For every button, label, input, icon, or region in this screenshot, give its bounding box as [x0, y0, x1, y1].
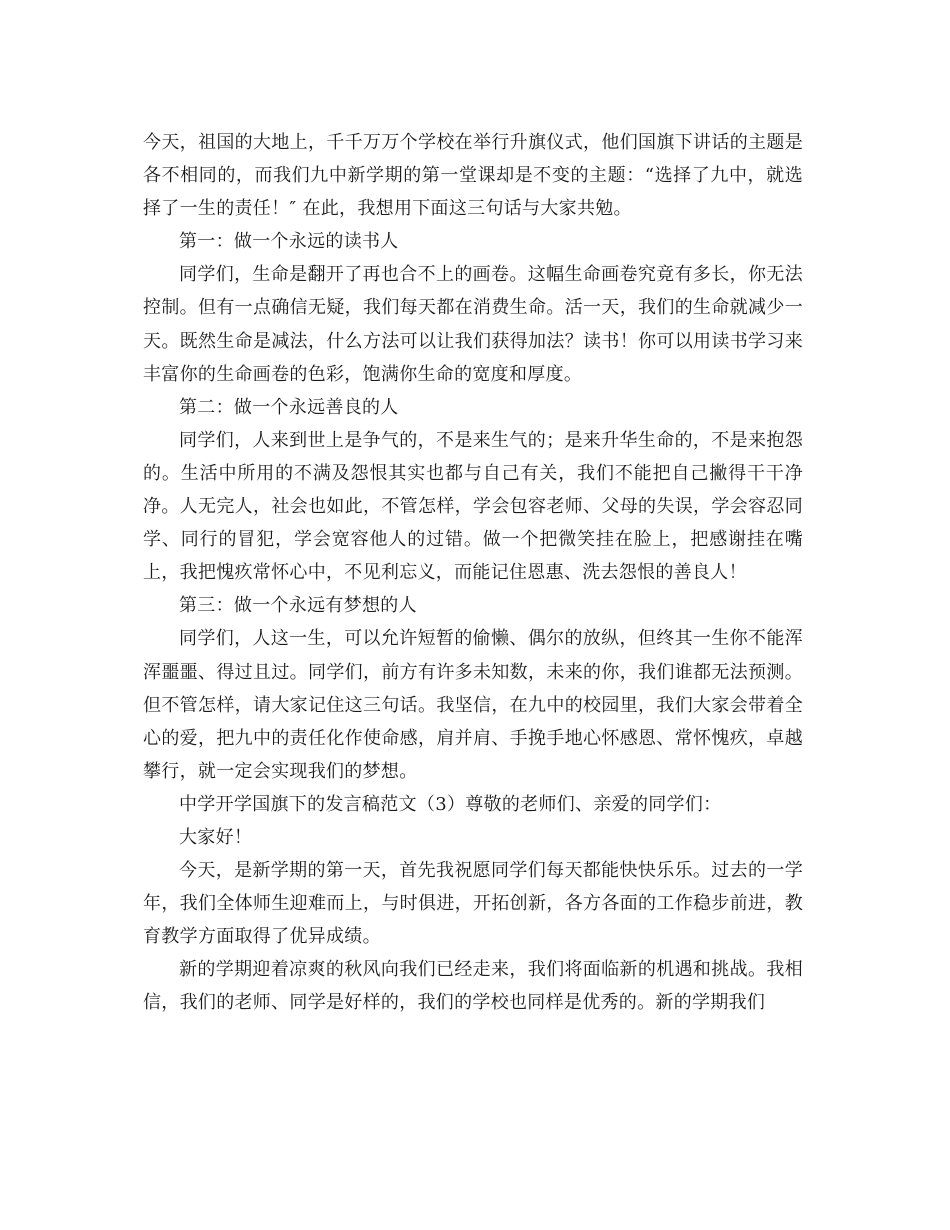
paragraph-intro: 今天，祖国的大地上，千千万万个学校在举行升旗仪式，他们国旗下讲话的主题是各不相同的，而我们九中新学期的第一堂课却是不变的主题：“选择了九中，就选择了一生的责任！″ 在此，我想用下面这三句话与大家共勉。	[143, 132, 803, 220]
document-body	[143, 126, 803, 1020]
section-heading-second: 第二：做一个永远善良的人	[179, 396, 399, 418]
paragraph-kindness: 同学们，人来到世上是争气的，不是来生气的；是来升华生命的，不是来抱怨的。生活中所用的不满及怨恨其实也都与自己有关，我们不能把自己撇得干干净净。人无完人，社会也如此，不管怎样，学会包容老师、父母的失误，学会容忍同学、同行的冒犯，学会宽容他人的过错。做一个把微笑挂在脸上，把感谢挂在嘴上，我把愧疚常怀心中，不见利忘义，而能记住恩惠、洗去怨恨的善良人！	[143, 429, 803, 584]
speech-title-3: 中学开学国旗下的发言稿范文（3）尊敬的老师们、亲爱的同学们：	[179, 793, 722, 815]
section-heading-first: 第一：做一个永远的读书人	[179, 231, 399, 253]
paragraph-dream: 同学们，人这一生，可以允许短暂的偷懒、偶尔的放纵，但终其一生你不能浑浑噩噩、得过且过。同学们，前方有许多未知数，未来的你，我们谁都无法预测。但不管怎样，请大家记住这三句话。我坚信，在九中的校园里，我们大家会带着全心的爱，把九中的责任化作使命感，肩并肩、手挽手地心怀感恩、常怀愧疚，卓越攀行，就一定会实现我们的梦想。	[143, 628, 803, 782]
paragraph-reading: 同学们，生命是翻开了再也合不上的画卷。这幅生命画卷究竟有多长，你无法控制。但有一点确信无疑，我们每天都在消费生命。活一天，我们的生命就减少一天。既然生命是减法，什么方法可以让我们获得加法？读书！你可以用读书学习来丰富你的生命画卷的色彩，饱满你生命的宽度和厚度。	[143, 264, 803, 385]
section-heading-third: 第三：做一个永远有梦想的人	[179, 595, 417, 617]
paragraph-new-semester: 今天，是新学期的第一天，首先我祝愿同学们每天都能快快乐乐。过去的一学年，我们全体师生迎难而上，与时俱进，开拓创新，各方各面的工作稳步前进，教育教学方面取得了优异成绩。	[143, 860, 803, 948]
greeting: 大家好！	[179, 826, 253, 848]
paragraph-autumn: 新的学期迎着凉爽的秋风向我们已经走来，我们将面临新的机遇和挑战。我相信，我们的老师、同学是好样的，我们的学校也同样是优秀的。新的学期我们	[143, 959, 803, 1014]
